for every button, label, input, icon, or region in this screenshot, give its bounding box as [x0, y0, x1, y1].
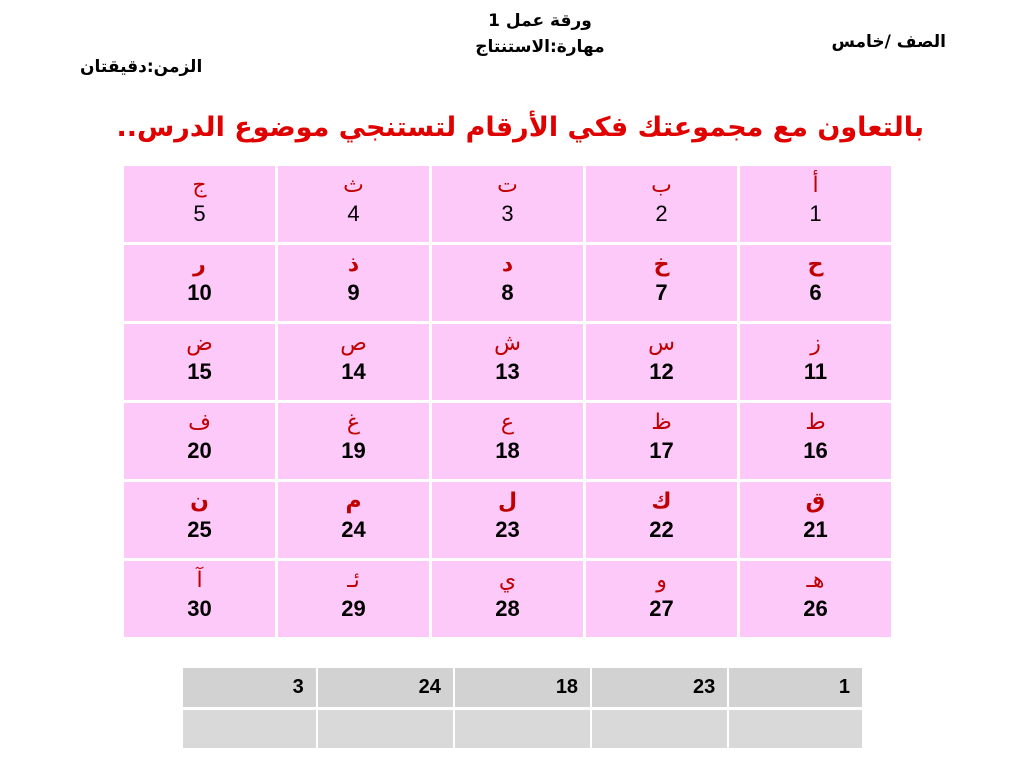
grid-letter: ث: [343, 173, 364, 198]
time-label: الزمن:دقيقتان: [80, 57, 203, 77]
answer-number-cell: 24: [317, 667, 454, 708]
grid-number: 24: [341, 517, 366, 542]
grid-cell: [432, 482, 583, 558]
grid-letter: ت: [497, 173, 518, 198]
grid-cell: [740, 245, 891, 321]
grid-cell: [586, 245, 737, 321]
answer-number-cell: 18: [454, 667, 591, 708]
grid-letter: ر: [193, 252, 206, 277]
grid-number: 12: [649, 359, 674, 384]
grid-number: 18: [495, 438, 520, 463]
grid-cell: [586, 561, 737, 637]
grid-letter: ع: [500, 410, 515, 435]
grid-letter: ن: [190, 489, 209, 514]
grid-number: 30: [187, 596, 212, 621]
grid-number: 9: [347, 280, 360, 305]
grid-number: 1: [809, 201, 822, 226]
answer-number-cell: 1: [728, 667, 863, 708]
grid-letter: ص: [340, 331, 367, 356]
grid-cell: [278, 403, 429, 479]
grid-letter: د: [501, 252, 514, 277]
grid-number: 13: [495, 359, 520, 384]
grid-letter: ذ: [347, 252, 360, 277]
grid-number: 21: [803, 517, 828, 542]
grid-letter: ح: [807, 252, 824, 277]
grid-number: 7: [655, 280, 668, 305]
grid-number: 11: [803, 359, 828, 384]
worksheet-title-block: [440, 8, 640, 60]
grid-cell: [432, 403, 583, 479]
answer-letter-cell[interactable]: [317, 708, 454, 749]
grid-number: 8: [501, 280, 514, 305]
grid-cell: [124, 561, 275, 637]
grid-cell: [740, 166, 891, 242]
class-label: الصف /خامس: [831, 32, 946, 52]
grid-number: 4: [347, 201, 360, 226]
grid-cell: [432, 561, 583, 637]
grid-cell: [124, 245, 275, 321]
grid-letter: ق: [805, 489, 826, 514]
letter-number-grid: [124, 166, 894, 638]
grid-letter: ش: [494, 331, 521, 356]
answer-table: [181, 666, 864, 750]
grid-cell: [740, 561, 891, 637]
grid-letter: ل: [497, 489, 518, 514]
grid-number: 10: [187, 280, 212, 305]
grid-cell: [278, 245, 429, 321]
grid-letter: هـ: [806, 568, 825, 593]
grid-letter: م: [345, 489, 362, 514]
grid-letter: ج: [192, 173, 207, 198]
grid-cell: [278, 324, 429, 400]
grid-number: 27: [649, 596, 674, 621]
skill-label: مهارة:الاستنتاج: [475, 37, 605, 57]
grid-number: 15: [187, 359, 212, 384]
grid-letter: ض: [186, 331, 213, 356]
grid-cell: [278, 166, 429, 242]
grid-number: 6: [809, 280, 822, 305]
grid-number: 26: [803, 596, 828, 621]
grid-letter: آ: [196, 568, 203, 593]
answer-letter-cell[interactable]: [728, 708, 863, 749]
grid-letter: ظ: [651, 410, 672, 435]
grid-cell: [432, 166, 583, 242]
grid-number: 28: [495, 596, 520, 621]
worksheet-title: ورقة عمل 1: [488, 11, 592, 31]
grid-cell: [586, 482, 737, 558]
grid-number: 5: [193, 201, 206, 226]
answer-number-cell: 23: [591, 667, 728, 708]
grid-letter: ي: [498, 568, 517, 593]
instruction-text: بالتعاون مع مجموعتك فكي الأرقام لتستنجي موضوع الدرس..: [116, 112, 924, 143]
grid-cell: [124, 403, 275, 479]
grid-cell: [124, 482, 275, 558]
grid-cell: [586, 403, 737, 479]
answer-numbers-row: [182, 667, 863, 708]
grid-number: 3: [501, 201, 514, 226]
grid-letter: ط: [805, 410, 826, 435]
grid-number: 17: [649, 438, 674, 463]
grid-number: 19: [341, 438, 366, 463]
grid-cell: [432, 324, 583, 400]
grid-number: 20: [187, 438, 212, 463]
answer-letter-cell[interactable]: [454, 708, 591, 749]
grid-letter: ز: [810, 331, 821, 356]
grid-cell: [432, 245, 583, 321]
grid-cell: [124, 166, 275, 242]
grid-number: 23: [495, 517, 520, 542]
grid-number: 29: [341, 596, 366, 621]
grid-number: 25: [187, 517, 212, 542]
grid-cell: [278, 482, 429, 558]
answer-letter-cell[interactable]: [182, 708, 317, 749]
grid-letter: غ: [346, 410, 361, 435]
answer-number-cell: 3: [182, 667, 317, 708]
grid-number: 2: [655, 201, 668, 226]
grid-letter: أ: [812, 173, 819, 198]
grid-cell: [586, 166, 737, 242]
grid-cell: [586, 324, 737, 400]
grid-number: 22: [649, 517, 674, 542]
grid-letter: ئـ: [347, 568, 360, 593]
grid-letter: ك: [651, 489, 672, 514]
grid-letter: خ: [653, 252, 670, 277]
grid-letter: و: [656, 568, 667, 593]
grid-cell: [740, 324, 891, 400]
grid-letter: ب: [651, 173, 672, 198]
grid-cell: [740, 482, 891, 558]
grid-letter: س: [648, 331, 675, 356]
grid-number: 16: [803, 438, 828, 463]
grid-cell: [124, 324, 275, 400]
answer-letters-row: [182, 708, 863, 749]
grid-cell: [740, 403, 891, 479]
grid-letter: ف: [188, 410, 211, 435]
answer-letter-cell[interactable]: [591, 708, 728, 749]
grid-cell: [278, 561, 429, 637]
grid-number: 14: [341, 359, 366, 384]
